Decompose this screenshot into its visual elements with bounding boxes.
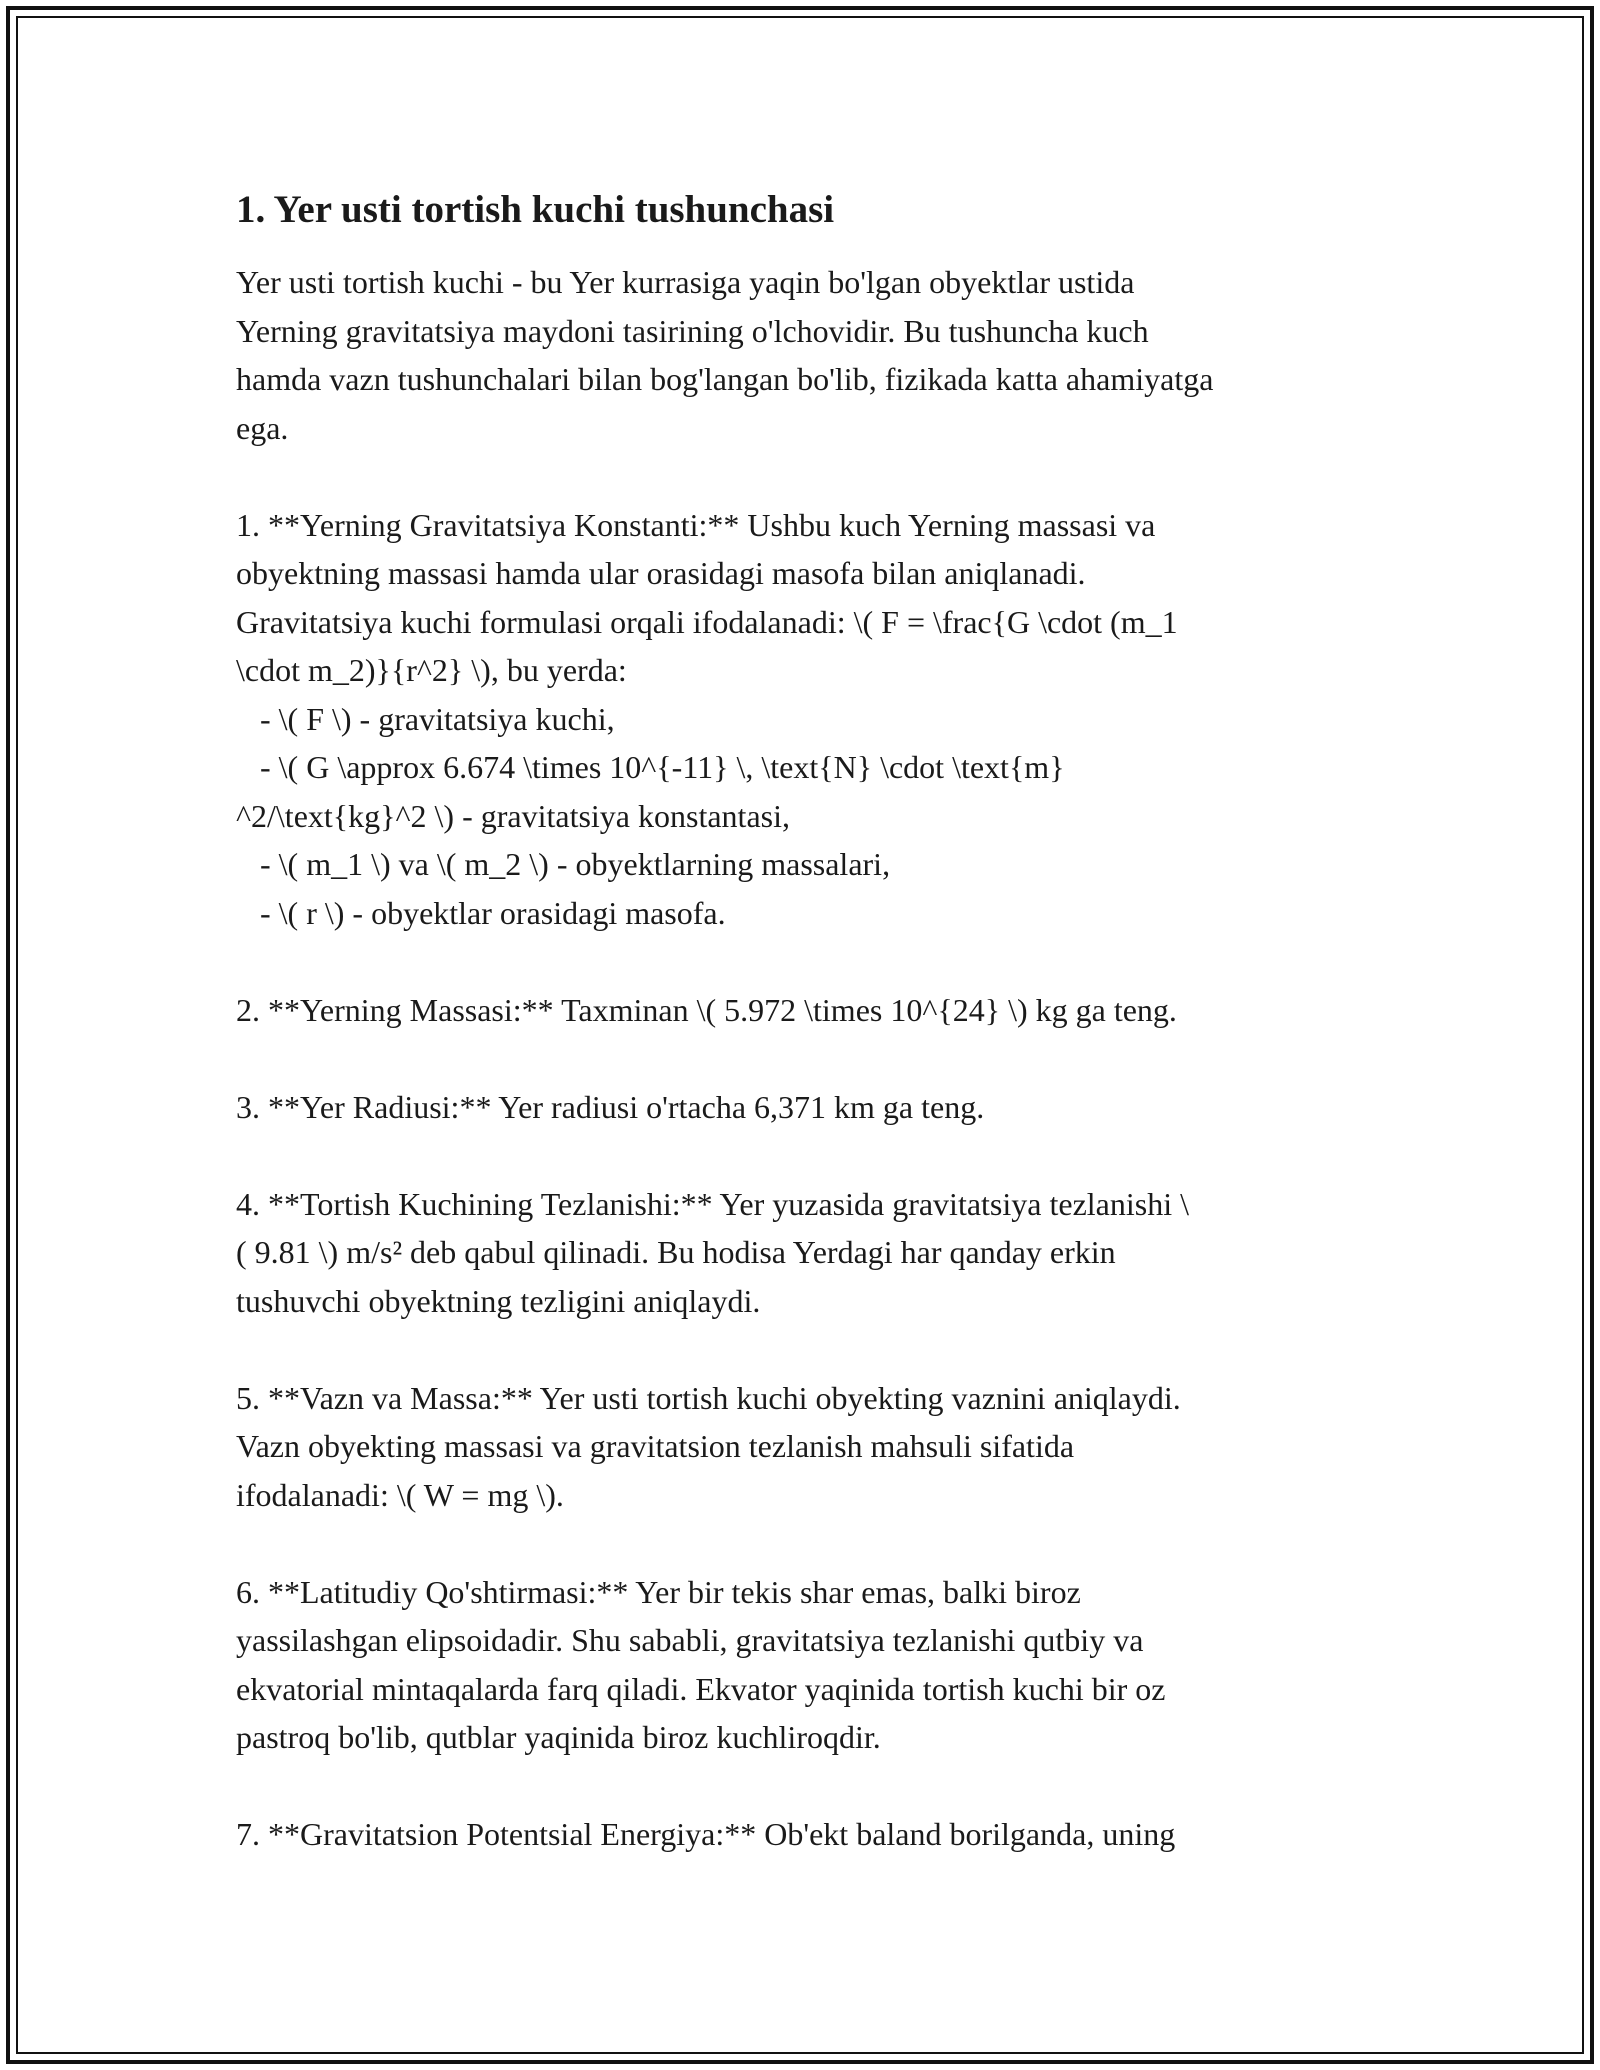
text-line: Vazn obyekting massasi va gravitatsion tezlanish mahsuli sifatida bbox=[236, 1428, 1075, 1464]
text-line: 7. **Gravitatsion Potentsial Energiya:** Ob'ekt baland borilganda, uning bbox=[236, 1816, 1176, 1852]
paragraph bbox=[236, 1180, 1366, 1326]
text-line: tushuvchi obyektning tezligini aniqlaydi. bbox=[236, 1282, 761, 1319]
paragraph bbox=[236, 501, 1366, 938]
paragraph bbox=[236, 258, 1366, 452]
text-line: hamda vazn tushunchalari bilan bog'langan bo'lib, fizikada katta ahamiyatga bbox=[236, 361, 1214, 397]
text-line: - \( G \approx 6.674 \times 10^{-11} \, \text{N} \cdot \text{m} bbox=[236, 749, 1065, 785]
text-line: 3. **Yer Radiusi:** Yer radiusi o'rtacha 6,371 km ga teng. bbox=[236, 1088, 985, 1125]
text-line: 5. **Vazn va Massa:** Yer usti tortish kuchi obyekting vaznini aniqlaydi. bbox=[236, 1379, 1181, 1416]
text-line: ekvatorial mintaqalarda farq qiladi. Ekvator yaqinida tortish kuchi bir oz bbox=[236, 1670, 1166, 1707]
text-line: Gravitatsiya kuchi formulasi orqali ifodalanadi: \( F = \frac{G \cdot (m_1 bbox=[236, 603, 1178, 640]
section-heading: 1. Yer usti tortish kuchi tushunchasi bbox=[236, 188, 835, 231]
text-line: pastroq bo'lib, qutblar yaqinida biroz kuchliroqdir. bbox=[236, 1719, 881, 1755]
text-line: ifodalanadi: \( W = mg \). bbox=[236, 1476, 564, 1513]
paragraph bbox=[236, 1083, 1366, 1132]
text-line: - \( F \) - gravitatsiya kuchi, bbox=[236, 700, 615, 737]
text-line: - \( r \) - obyektlar orasidagi masofa. bbox=[236, 894, 726, 931]
paragraph-list bbox=[236, 258, 1366, 1859]
document-body bbox=[236, 186, 1366, 1907]
text-line: 6. **Latitudiy Qo'shtirmasi:** Yer bir tekis shar emas, balki biroz bbox=[236, 1573, 1081, 1610]
paragraph bbox=[236, 1810, 1366, 1859]
text-line: ^2/\text{kg}^2 \) - gravitatsiya konstantasi, bbox=[236, 797, 790, 834]
text-line: ega. bbox=[236, 409, 289, 446]
text-line: 1. **Yerning Gravitatsiya Konstanti:** Ushbu kuch Yerning massasi va bbox=[236, 506, 1156, 543]
text-line: 2. **Yerning Massasi:** Taxminan \( 5.972 \times 10^{24} \) kg ga teng. bbox=[236, 991, 1177, 1028]
paragraph bbox=[236, 986, 1366, 1035]
text-line: ( 9.81 \) m/s² deb qabul qilinadi. Bu hodisa Yerdagi har qanday erkin bbox=[236, 1234, 1116, 1270]
text-line: Yerning gravitatsiya maydoni tasirining o'lchovidir. Bu tushuncha kuch bbox=[236, 312, 1149, 349]
text-line: - \( m_1 \) va \( m_2 \) - obyektlarning massalari, bbox=[236, 846, 891, 882]
text-line: yassilashgan elipsoidadir. Shu sababli, gravitatsiya tezlanishi qutbiy va bbox=[236, 1622, 1144, 1658]
text-line: \cdot m_2)}{r^2} \), bu yerda: bbox=[236, 652, 627, 688]
paragraph bbox=[236, 1374, 1366, 1520]
text-line: Yer usti tortish kuchi - bu Yer kurrasiga yaqin bo'lgan obyektlar ustida bbox=[236, 264, 1135, 300]
text-line: obyektning massasi hamda ular orasidagi masofa bilan aniqlanadi. bbox=[236, 555, 1086, 591]
text-line: 4. **Tortish Kuchining Tezlanishi:** Yer yuzasida gravitatsiya tezlanishi \ bbox=[236, 1185, 1189, 1222]
paragraph bbox=[236, 1568, 1366, 1762]
